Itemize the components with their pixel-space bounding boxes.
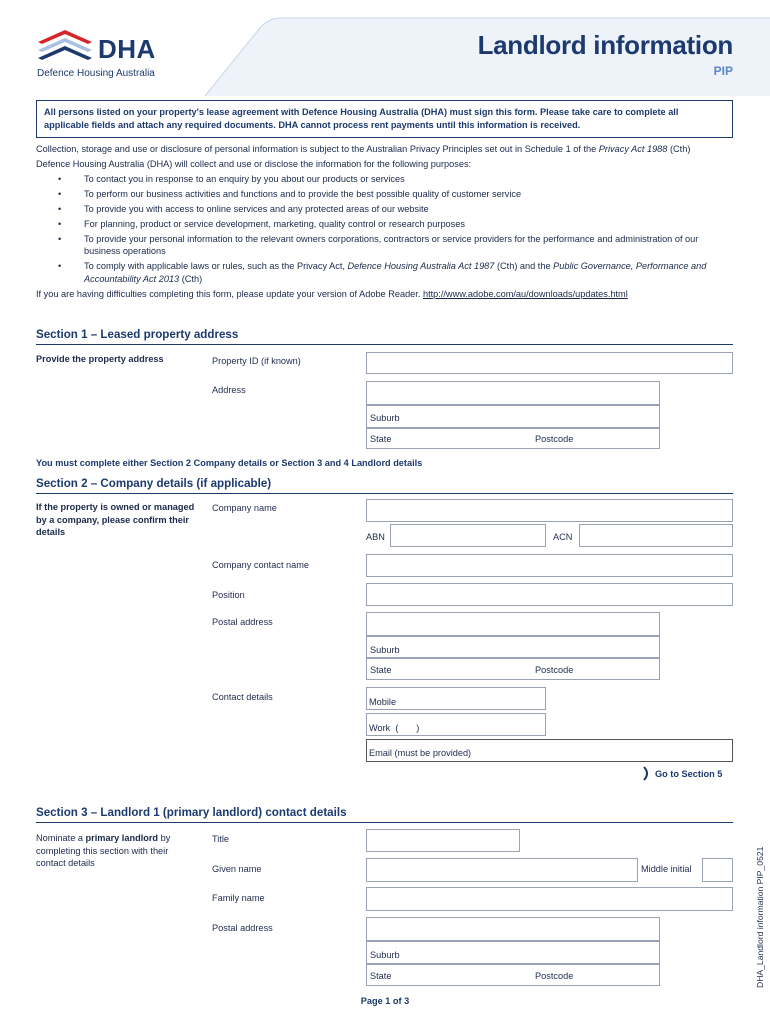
section-1-prompt: Provide the property address — [36, 354, 164, 364]
property-id-label: Property ID (if known) — [212, 356, 301, 366]
postal-address-input[interactable] — [366, 612, 660, 636]
logo-wordmark: DHA — [98, 34, 156, 64]
address-input[interactable] — [366, 381, 660, 405]
form-code: DHA_Landlord information PIP_0521 — [755, 846, 765, 988]
list-item: • To provide you with access to online services and any protected areas of our website — [58, 203, 429, 214]
company-suburb-input[interactable] — [366, 636, 660, 658]
purpose-list — [36, 173, 736, 286]
logo-roof-icon — [36, 28, 94, 62]
suburb-label: Suburb — [370, 413, 400, 423]
go-to-section-5[interactable]: Go to Section 5 — [655, 769, 723, 779]
dha-logo — [36, 28, 186, 82]
postcode-label: Postcode — [535, 434, 574, 444]
property-id-input[interactable] — [366, 352, 733, 374]
company-contact-name-label: Company contact name — [212, 560, 310, 570]
section-2-title: Section 2 – Company details (if applicable) — [36, 477, 272, 490]
logo-full-name: Defence Housing Australia — [37, 68, 155, 79]
landlord-state-postcode-input[interactable] — [366, 964, 660, 986]
section-3-prompt: Nominate a primary landlord by completing this section with their contact details — [36, 833, 171, 868]
section-3-title: Section 3 – Landlord 1 (primary landlord) contact details — [36, 806, 347, 819]
middle-initial-input[interactable] — [702, 858, 733, 882]
given-name-label: Given name — [212, 864, 262, 874]
address-label: Address — [212, 385, 246, 395]
privacy-block — [36, 143, 736, 301]
position-input[interactable] — [366, 583, 733, 606]
list-item: • For planning, product or service development, marketing, quality control or research purposes — [58, 218, 465, 229]
given-name-input[interactable] — [366, 858, 638, 882]
section-2-prompt: If the property is owned or managed by a company, please confirm their details — [36, 502, 195, 537]
privacy-line-2: Defence Housing Australia (DHA) will collect and use or disclose the information for the following purposes: — [36, 158, 472, 169]
landlord-postcode-label: Postcode — [535, 971, 574, 981]
middle-initial-label: Middle initial — [641, 864, 692, 874]
list-item: • To contact you in response to an enquiry by you about our products or services — [58, 173, 405, 184]
privacy-line-1: Collection, storage and use or disclosure of personal information is subject to the Australian Privacy Principles set out in Schedule 1 of the Privacy Act 1988 (Cth) — [36, 144, 691, 154]
company-suburb-label: Suburb — [370, 645, 400, 655]
family-name-label: Family name — [212, 893, 265, 903]
section-1-rule — [36, 344, 733, 345]
state-postcode-input[interactable] — [366, 428, 660, 449]
abn-label: ABN — [366, 532, 385, 542]
page-subtitle: PIP — [713, 64, 733, 78]
company-name-input[interactable] — [366, 499, 733, 522]
state-label: State — [370, 434, 392, 444]
family-name-input[interactable] — [366, 887, 733, 911]
position-label: Position — [212, 590, 245, 600]
landlord-postal-address-label: Postal address — [212, 923, 273, 933]
title-label: Title — [212, 834, 230, 844]
title-input[interactable] — [366, 829, 520, 852]
company-state-label: State — [370, 665, 392, 675]
section-1-title: Section 1 – Leased property address — [36, 328, 239, 341]
company-state-postcode-input[interactable] — [366, 658, 660, 680]
acn-label: ACN — [553, 532, 573, 542]
landlord-suburb-input[interactable] — [366, 941, 660, 964]
acn-input[interactable] — [579, 524, 733, 547]
page-number: Page 1 of 3 — [360, 996, 410, 1006]
company-contact-name-input[interactable] — [366, 554, 733, 577]
go-to-arrow-icon — [642, 766, 652, 781]
adobe-link[interactable]: http://www.adobe.com/au/downloads/updates.html — [422, 289, 628, 300]
list-item: • To provide your personal information to the relevant owners corporations, contractors or service providers for the performance and administration of our business operations — [58, 233, 699, 257]
notice-box — [36, 100, 733, 138]
section-3-rule — [36, 822, 733, 823]
either-section-note: You must complete either Section 2 Company details or Section 3 and 4 Landlord details — [36, 458, 423, 468]
abn-input[interactable] — [390, 524, 546, 547]
work-phone-label: Work ( ) — [369, 723, 420, 733]
section-2-rule — [36, 493, 733, 494]
mobile-label: Mobile — [369, 697, 397, 707]
landlord-state-label: State — [370, 971, 392, 981]
page-title: Landlord information — [477, 30, 733, 60]
contact-details-label: Contact details — [212, 692, 273, 702]
landlord-postal-address-input[interactable] — [366, 917, 660, 941]
email-label: Email (must be provided) — [369, 748, 472, 758]
list-item: • To perform our business activities and functions and to provide the best possible quality of customer service — [58, 188, 522, 199]
adobe-line: If you are having difficulties completing this form, please update your version of Adobe Reader. http://www.adobe.com/au/downloads/updates.html — [36, 289, 628, 300]
postal-address-label: Postal address — [212, 617, 273, 627]
landlord-suburb-label: Suburb — [370, 950, 400, 960]
notice-text: All persons listed on your property's lease agreement with Defence Housing Australia (DHA) must sign this form. Please take care to complete all applicable fields and attach any required documents. DHA cannot process rent payments until this information is received. — [44, 107, 679, 130]
company-postcode-label: Postcode — [535, 665, 574, 675]
company-name-label: Company name — [212, 503, 277, 513]
suburb-input[interactable] — [366, 405, 660, 428]
list-item: • To comply with applicable laws or rules, such as the Privacy Act, Defence Housing Australia Act 1987 (Cth) and the Public Governance, Performance and Accountability Act 2013 (Cth) — [58, 261, 707, 285]
